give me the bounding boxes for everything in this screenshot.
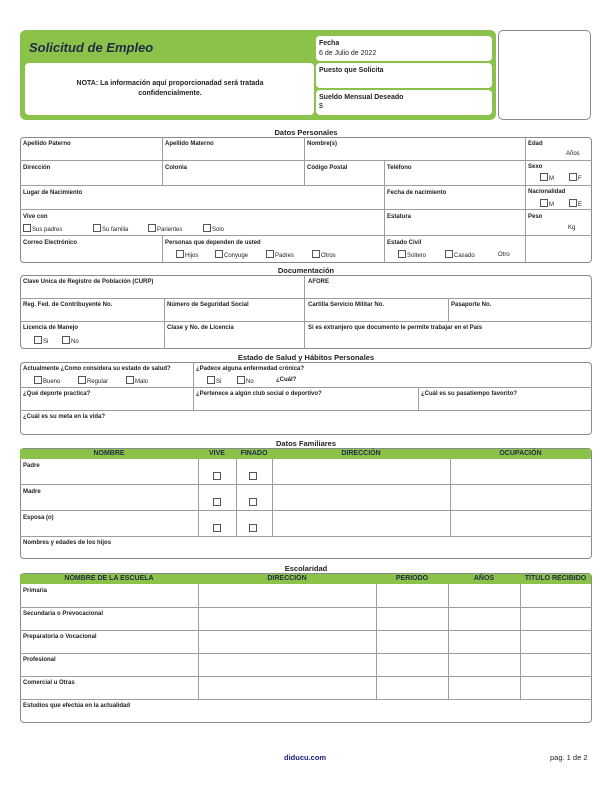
documentacion-frame — [20, 275, 592, 349]
esc-row-comercial: Comercial u Otras — [23, 680, 75, 686]
divider — [20, 209, 592, 210]
esc-row-primaria: Primaria — [23, 588, 48, 594]
checkbox-icon[interactable] — [266, 250, 274, 258]
checkbox-icon[interactable] — [148, 224, 156, 232]
salud-opt-regular[interactable] — [78, 376, 108, 385]
vive-opt-solo[interactable] — [203, 224, 224, 233]
sueldo-value: $ — [319, 103, 323, 110]
checkbox-icon[interactable] — [62, 336, 70, 344]
nombres-label: Nombre(s) — [307, 141, 338, 147]
esposa-finado-checkbox[interactable] — [249, 524, 257, 532]
esc-header-direccion: DIRECCIÓN — [198, 574, 376, 584]
checkbox-icon[interactable] — [445, 250, 453, 258]
estado-salud-question: Actualmente ¿Como considera su estado de salud? — [23, 366, 171, 372]
madre-finado-checkbox[interactable] — [249, 498, 257, 506]
divider — [193, 362, 194, 410]
fam-header-vive: VIVE — [198, 449, 236, 459]
anos-label: Años — [566, 151, 580, 157]
cual-label: ¿Cuál? — [276, 377, 297, 383]
estatura-label: Estatura — [387, 214, 412, 220]
sexo-f-checkbox[interactable] — [569, 173, 582, 182]
option-label: Su familia — [102, 227, 129, 233]
option-label: No — [71, 339, 79, 345]
esposa-vive-checkbox[interactable] — [213, 524, 221, 532]
divider — [20, 653, 592, 654]
cartilla-label: Cartilla Servicio Militar No. — [308, 302, 385, 308]
divider — [20, 510, 592, 511]
esc-row-profesional: Profesional — [23, 657, 56, 663]
dep-opt-padres[interactable] — [266, 250, 294, 259]
option-label: Regular — [87, 379, 109, 385]
checkbox-icon[interactable] — [540, 173, 548, 181]
pasaporte-label: Pasaporte No. — [451, 302, 492, 308]
hijos-label: Nombres y edades de los hijos — [23, 540, 112, 546]
colonia-label: Colonia — [165, 165, 187, 171]
divider — [20, 321, 592, 322]
civil-opt-soltero[interactable] — [398, 250, 426, 259]
fam-row-madre: Madre — [23, 489, 41, 495]
afore-label: AFORE — [308, 279, 329, 285]
divider — [304, 275, 305, 349]
divider — [20, 676, 592, 677]
option-label: Malo — [135, 379, 149, 385]
checkbox-icon[interactable] — [126, 376, 134, 384]
option-label: M — [549, 202, 554, 208]
cronica-si-checkbox[interactable] — [207, 376, 221, 385]
note-box — [25, 63, 314, 115]
dep-opt-conyuge[interactable] — [215, 250, 248, 259]
section-title-personales: Datos Personales — [274, 128, 338, 137]
fecha-nacimiento-label: Fecha de nacimiento — [387, 190, 447, 196]
option-label: Si — [43, 339, 49, 345]
clase-licencia-label: Clase y No. de Licencia — [167, 325, 234, 331]
checkbox-icon[interactable] — [203, 224, 211, 232]
divider — [20, 536, 592, 537]
checkbox-icon[interactable] — [398, 250, 406, 258]
nss-label: Número de Seguridad Social — [167, 302, 249, 308]
section-title-familiares: Datos Familiares — [275, 439, 337, 448]
apellido-materno-label: Apellido Materno — [165, 141, 214, 147]
dep-opt-hijos[interactable] — [176, 250, 198, 259]
checkbox-icon[interactable] — [540, 199, 548, 207]
lic-si-checkbox[interactable] — [34, 336, 48, 345]
fam-header-finado: FINADO — [236, 449, 272, 459]
lic-no-checkbox[interactable] — [62, 336, 79, 345]
photo-box — [498, 30, 591, 120]
personales-frame — [20, 137, 592, 263]
divider — [162, 137, 163, 185]
option-label: Conyuge — [224, 253, 249, 259]
form-title: Solicitud de Empleo — [29, 40, 154, 55]
option-label: F — [578, 176, 582, 182]
fam-header-ocupacion: OCUPACIÓN — [450, 449, 591, 459]
checkbox-icon[interactable] — [237, 376, 245, 384]
civil-otro-label: Otro — [498, 252, 510, 258]
dep-opt-otros[interactable] — [312, 250, 336, 259]
fam-row-padre: Padre — [23, 463, 40, 469]
option-label: Casado — [454, 253, 475, 259]
divider — [520, 584, 521, 699]
checkbox-icon[interactable] — [34, 336, 42, 344]
divider — [384, 160, 385, 263]
option-label: Solo — [212, 227, 225, 233]
licencia-label: Licencia de Manejo — [23, 325, 79, 331]
sexo-m-checkbox[interactable] — [540, 173, 554, 182]
checkbox-icon[interactable] — [93, 224, 101, 232]
nac-e-checkbox[interactable] — [569, 199, 582, 208]
checkbox-icon[interactable] — [23, 224, 31, 232]
divider — [20, 630, 592, 631]
puesto-label: Puesto que Solicita — [319, 67, 384, 74]
section-title-salud: Estado de Salud y Hábitos Personales — [237, 353, 375, 362]
kg-label: Kg — [568, 225, 576, 231]
footer-site-link[interactable]: diducu.com — [284, 753, 327, 762]
checkbox-icon[interactable] — [78, 376, 86, 384]
meta-question: ¿Cuál es su meta en la vida? — [23, 414, 106, 420]
divider — [448, 298, 449, 321]
checkbox-icon[interactable] — [569, 173, 577, 181]
confidential-note: NOTA: La información aquí proporcionadad será tratada confidencialmente. — [76, 80, 264, 97]
club-question: ¿Pertenece a algún club social o deportivo? — [196, 391, 322, 397]
section-title-documentacion: Documentación — [277, 266, 335, 275]
option-label: Sus padres — [32, 227, 63, 233]
option-label: E — [578, 202, 583, 208]
nac-m-checkbox[interactable] — [540, 199, 554, 208]
page-number: pag. 1 de 2 — [550, 753, 588, 762]
fam-header-direccion: DIRECCIÓN — [272, 449, 450, 459]
esc-row-preparatoria: Preparatoria o Vocacional — [23, 634, 97, 640]
option-label: Hijos — [185, 253, 199, 259]
fecha-value: 6 de Julio de 2022 — [319, 50, 377, 57]
section-title-escolaridad: Escolaridad — [284, 564, 328, 573]
escolaridad-frame — [20, 573, 592, 723]
divider — [20, 185, 592, 186]
vive-opt-padres[interactable] — [23, 224, 62, 233]
salud-frame — [20, 362, 592, 435]
sueldo-field[interactable] — [316, 90, 492, 115]
checkbox-icon[interactable] — [569, 199, 577, 207]
fam-row-esposa: Esposa (o) — [23, 515, 54, 521]
cronica-no-checkbox[interactable] — [237, 376, 254, 385]
direccion-label: Dirección — [23, 165, 51, 171]
divider — [20, 387, 592, 388]
checkbox-icon[interactable] — [312, 250, 320, 258]
curp-label: Clave Unica de Registro de Población (CURP) — [23, 279, 154, 285]
vive-con-label: Vive con — [23, 214, 48, 220]
divider — [20, 484, 592, 485]
divider — [20, 607, 592, 608]
esc-row-secundaria: Secundaria o Prevocacional — [23, 611, 104, 617]
divider — [20, 699, 592, 700]
cronica-question: ¿Padece alguna enfermedad crónica? — [196, 366, 305, 372]
divider — [20, 235, 592, 236]
puesto-field[interactable] — [316, 63, 492, 88]
divider — [164, 298, 165, 349]
rfc-label: Reg. Fed. de Contribuyente No. — [23, 302, 113, 308]
extranjero-label: Si es extranjero que documento le permite trabajar en el País — [308, 325, 483, 331]
nacionalidad-label: Nacionalidad — [528, 189, 566, 195]
divider — [236, 459, 237, 536]
madre-vive-checkbox[interactable] — [213, 498, 221, 506]
option-label: M — [549, 176, 554, 182]
padre-vive-checkbox[interactable] — [213, 472, 221, 480]
option-label: Parientes — [157, 227, 183, 233]
correo-label: Correo Electrónico — [23, 240, 78, 246]
codigo-postal-label: Código Postal — [307, 165, 348, 171]
divider — [20, 410, 592, 411]
sexo-label: Sexo — [528, 164, 543, 170]
option-label: Otros — [321, 253, 336, 259]
estudios-actuales-label: Estudios que efectúa en la actualidad — [23, 703, 131, 709]
esc-header-periodo: PERIODO — [376, 574, 448, 584]
vive-opt-parientes[interactable] — [148, 224, 182, 233]
option-label: Bueno — [43, 379, 61, 385]
padre-finado-checkbox[interactable] — [249, 472, 257, 480]
divider — [20, 160, 592, 161]
option-label: Si — [216, 379, 222, 385]
divider — [272, 459, 273, 536]
civil-opt-casado[interactable] — [445, 250, 475, 259]
option-label: Padres — [275, 253, 295, 259]
divider — [525, 137, 526, 263]
apellido-paterno-label: Apellido Paterno — [23, 141, 71, 147]
divider — [20, 298, 592, 299]
checkbox-icon[interactable] — [207, 376, 215, 384]
divider — [198, 459, 199, 536]
fecha-field[interactable] — [316, 36, 492, 61]
divider — [376, 584, 377, 699]
deporte-question: ¿Qué deporte practica? — [23, 391, 91, 397]
telefono-label: Teléfono — [387, 165, 412, 171]
salud-opt-bueno[interactable] — [34, 376, 60, 385]
dependen-label: Personas que dependen de usted — [165, 240, 261, 246]
divider — [450, 459, 451, 536]
divider — [448, 584, 449, 699]
pasatiempo-question: ¿Cuál es su pasatiempo favorito? — [421, 391, 518, 397]
estado-civil-label: Estado Civil — [387, 240, 422, 246]
salud-opt-malo[interactable] — [126, 376, 148, 385]
checkbox-icon[interactable] — [176, 250, 184, 258]
vive-opt-familia[interactable] — [93, 224, 128, 233]
peso-label: Peso — [528, 214, 543, 220]
sueldo-label: Sueldo Mensual Deseado — [319, 94, 404, 101]
divider — [418, 387, 419, 410]
checkbox-icon[interactable] — [34, 376, 42, 384]
lugar-nacimiento-label: Lugar de Nacimiento — [23, 190, 83, 196]
fam-header-nombre: NOMBRE — [20, 449, 198, 459]
divider — [198, 584, 199, 699]
option-label: Soltero — [407, 253, 427, 259]
esc-header-anos: AÑOS — [448, 574, 520, 584]
esc-header-titulo: TÍTULO RECIBIDO — [520, 574, 591, 584]
divider — [304, 137, 305, 185]
option-label: No — [246, 379, 254, 385]
fecha-label: Fecha — [319, 40, 340, 47]
divider — [162, 235, 163, 263]
esc-header-escuela: NOMBRE DE LA ESCUELA — [20, 574, 198, 584]
edad-label: Edad — [528, 141, 543, 147]
checkbox-icon[interactable] — [215, 250, 223, 258]
